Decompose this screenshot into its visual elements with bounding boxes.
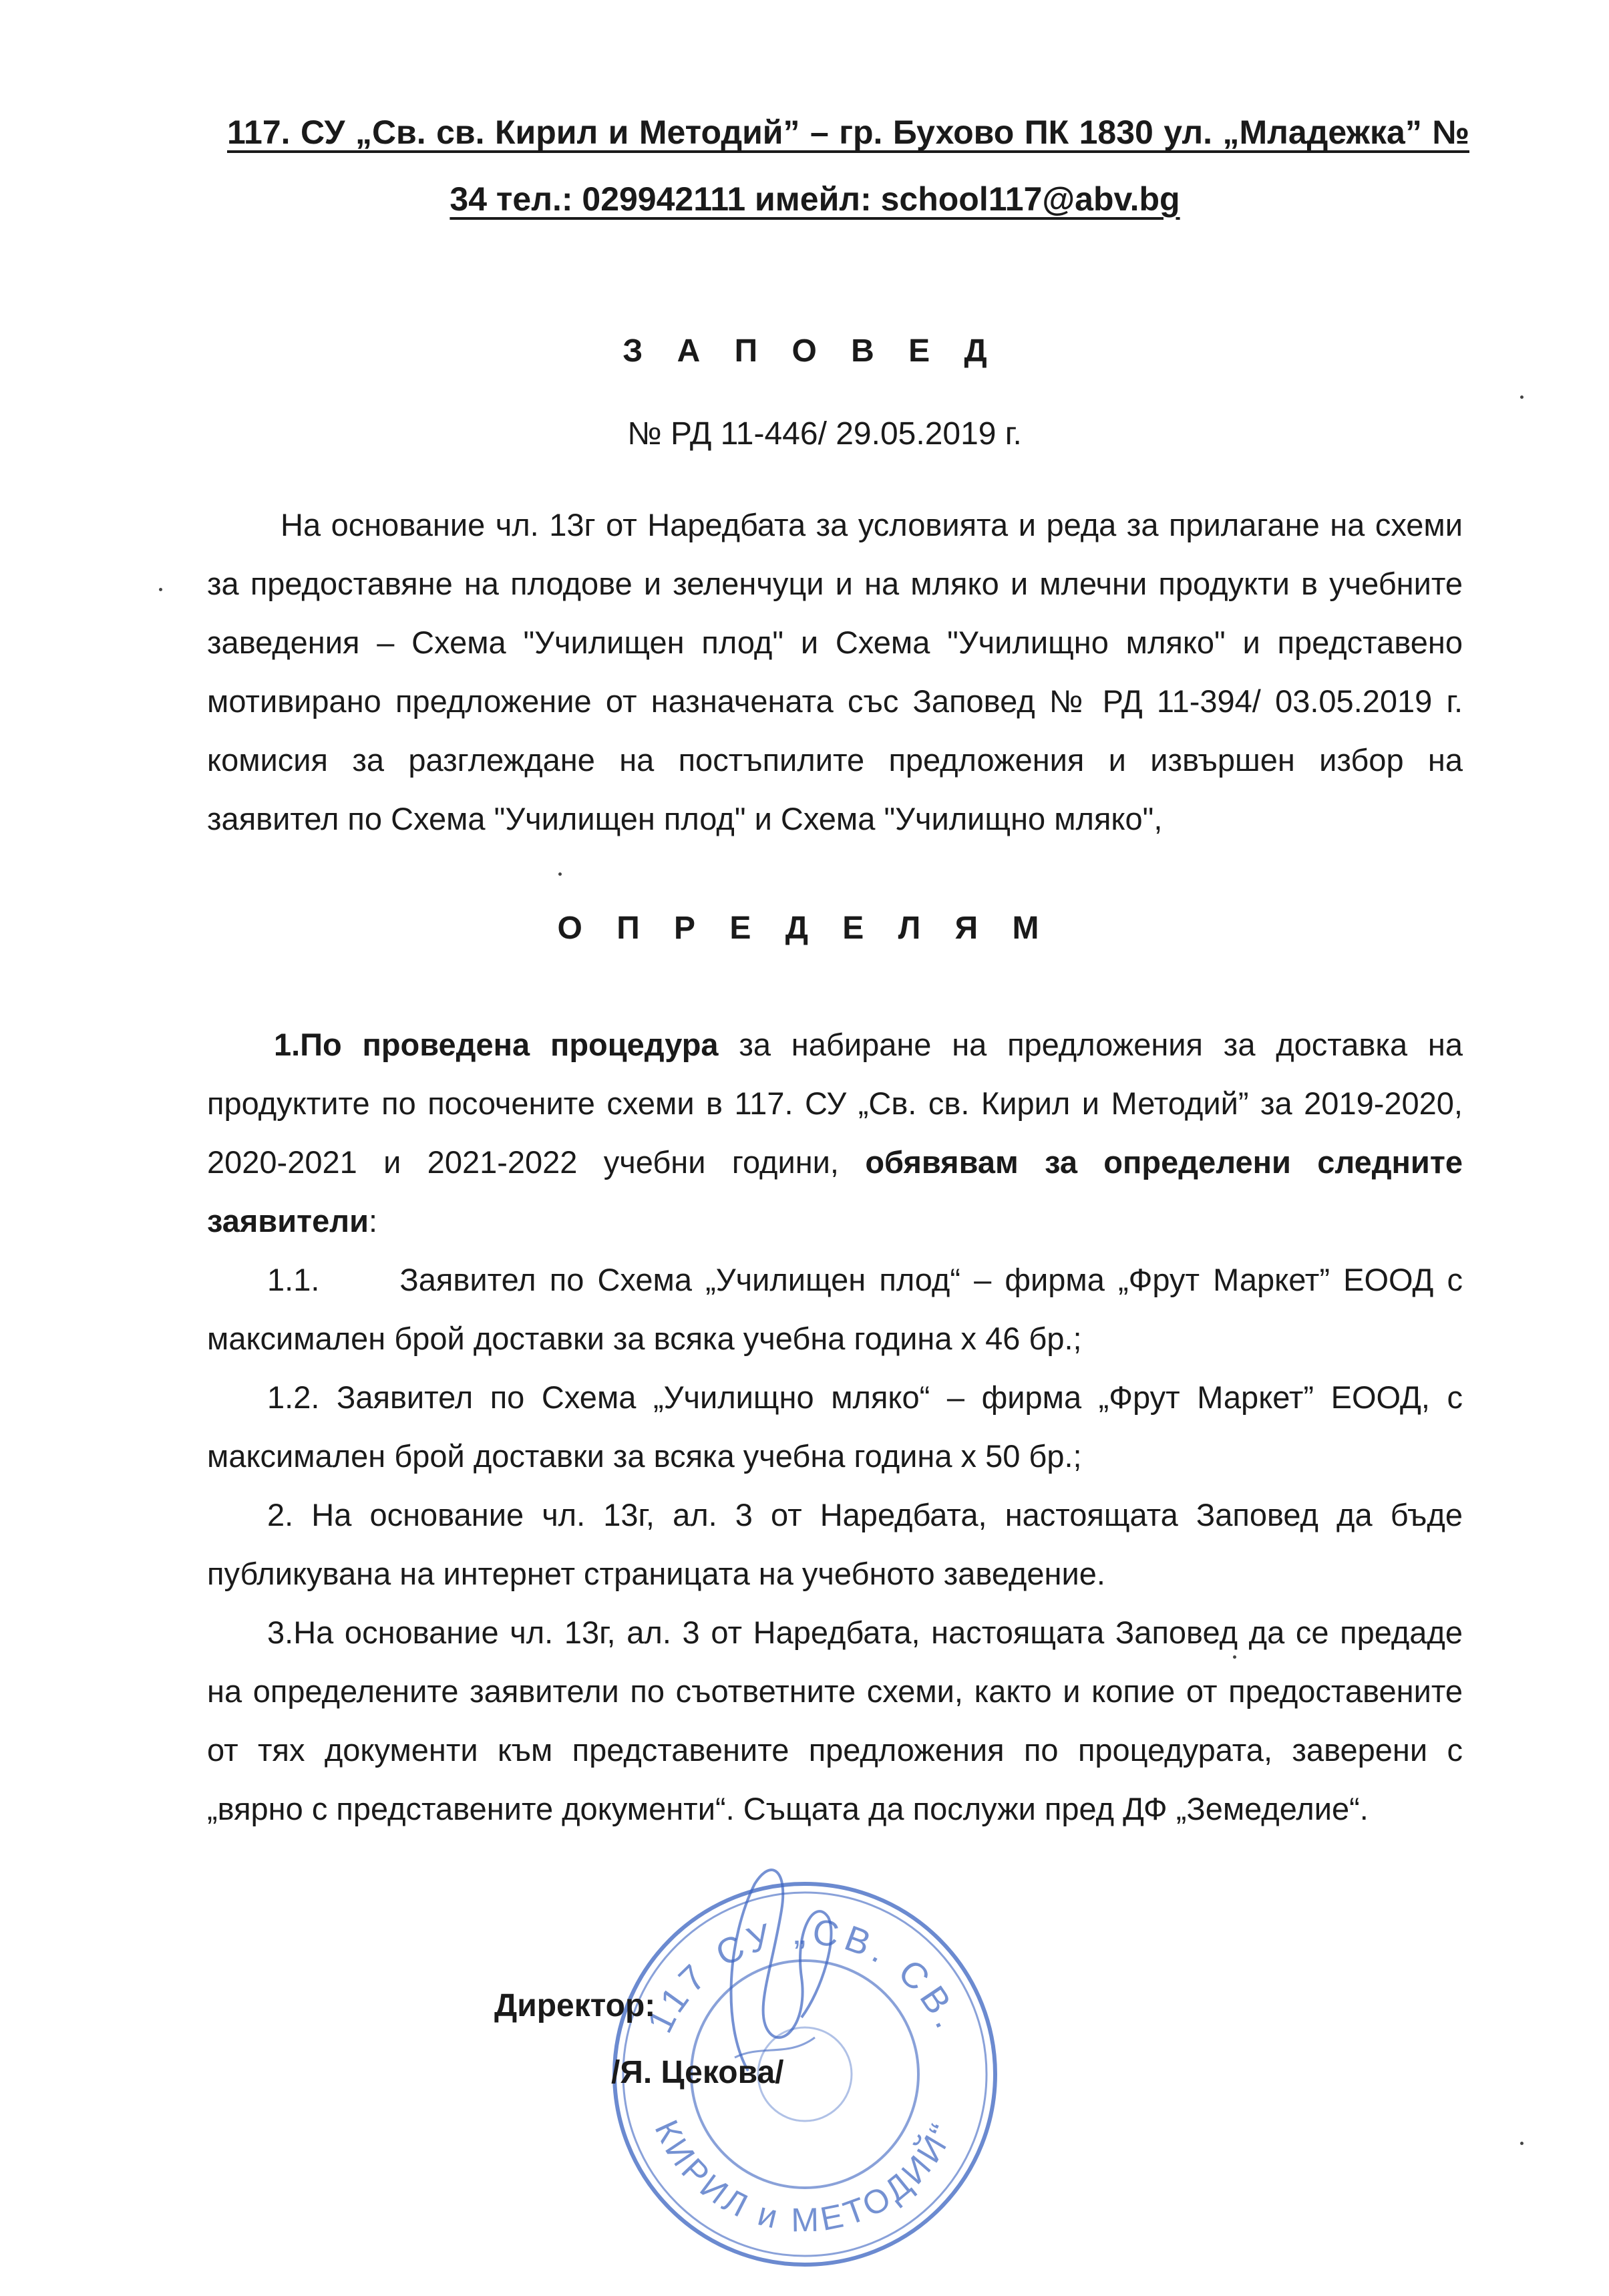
item-1 (207, 1015, 1463, 1251)
item-1-colon: : (369, 1203, 378, 1239)
order-number: № РД 11-446/ 29.05.2019 г. (627, 416, 1022, 452)
header-line-1: 117. СУ „Св. св. Кирил и Методий” – гр. Бухово ПК 1830 ул. „Младежка” № (227, 114, 1469, 151)
item-3-number: 3. (267, 1615, 294, 1650)
scan-speck (558, 872, 562, 876)
scan-speck (159, 588, 162, 591)
item-1-1-text: Заявител по Схема „Училищен плод“ – фирма „Фрут Маркет” ЕООД с максимален брой доставки за всяка учебна година х 46 бр.; (207, 1262, 1463, 1356)
signature-name: /Я. Цекова/ (611, 2055, 784, 2090)
scan-speck (1520, 395, 1524, 399)
signature-title: Директор: (494, 1988, 656, 2023)
preamble-paragraph: На основание чл. 13г от Наредбата за условията и реда за прилагане на схеми за предоставяне на плодове и зеленчуци и на мляко и млечни продукти в учебните заведения – Схема "Училищен плод" и Схема "Училищно мляко" и представено мотивирано предложение от назначената със Заповед № РД 11-394/ 03.05.2019 г. комисия за разглеждане на постъпилите предложения и извършен избор на заявител по Схема "Училищен плод" и Схема "Училищно мляко", (207, 507, 1463, 836)
item-1-number: 1. (274, 1027, 301, 1062)
decision-heading: О П Р Е Д Е Л Я М (557, 911, 1052, 946)
item-1-1 (207, 1251, 1463, 1368)
item-1-1-number: 1.1. (267, 1262, 320, 1297)
item-3 (207, 1603, 1463, 1838)
item-1-bold-start: По проведена процедура (300, 1027, 719, 1062)
item-1-bold-end: обявявам за определени следните заявители (207, 1144, 1463, 1239)
order-title: З А П О В Е Д (622, 333, 1000, 369)
school-header (227, 99, 1469, 232)
svg-text:КИРИЛ и МЕТОДИЙ“: КИРИЛ и МЕТОДИЙ“ (647, 2114, 962, 2239)
item-2: 2. На основание чл. 13г, ал. 3 от Наредбата, настоящата Заповед да бъде публикувана на интернет страницата на учебното заведение. (207, 1497, 1463, 1591)
handwritten-signature (708, 1857, 842, 2078)
order-items (207, 1015, 1463, 1838)
header-line-2: 34 тел.: 029942111 имейл: school117@abv.bg (450, 180, 1180, 218)
item-1-text: за набиране на предложения за доставка на продуктите по посочените схеми в 117. СУ „Св. св. Кирил и Методий” за 2019-2020, 2020-2021 и 2021-2022 учебни години, (207, 1027, 1463, 1180)
svg-text:117 СУ „СВ. СВ.: 117 СУ „СВ. СВ. (639, 1911, 970, 2039)
item-1-2: 1.2. Заявител по Схема „Училищно мляко“ – фирма „Фрут Маркет” ЕООД, с максимален брой доставки за всяка учебна година х 50 бр.; (207, 1379, 1463, 1474)
scan-speck (1233, 1655, 1236, 1659)
item-3-text: На основание чл. 13г, ал. 3 от Наредбата, настоящата Заповед да се предаде на определените заявители по съответните схеми, както и копие от предоставените от тях документи към представените предложения по процедурата, заверени с „вярно с представените документи“. Същата да послужи пред ДФ „Земеделие“. (207, 1615, 1463, 1826)
scan-speck (1520, 2142, 1524, 2145)
